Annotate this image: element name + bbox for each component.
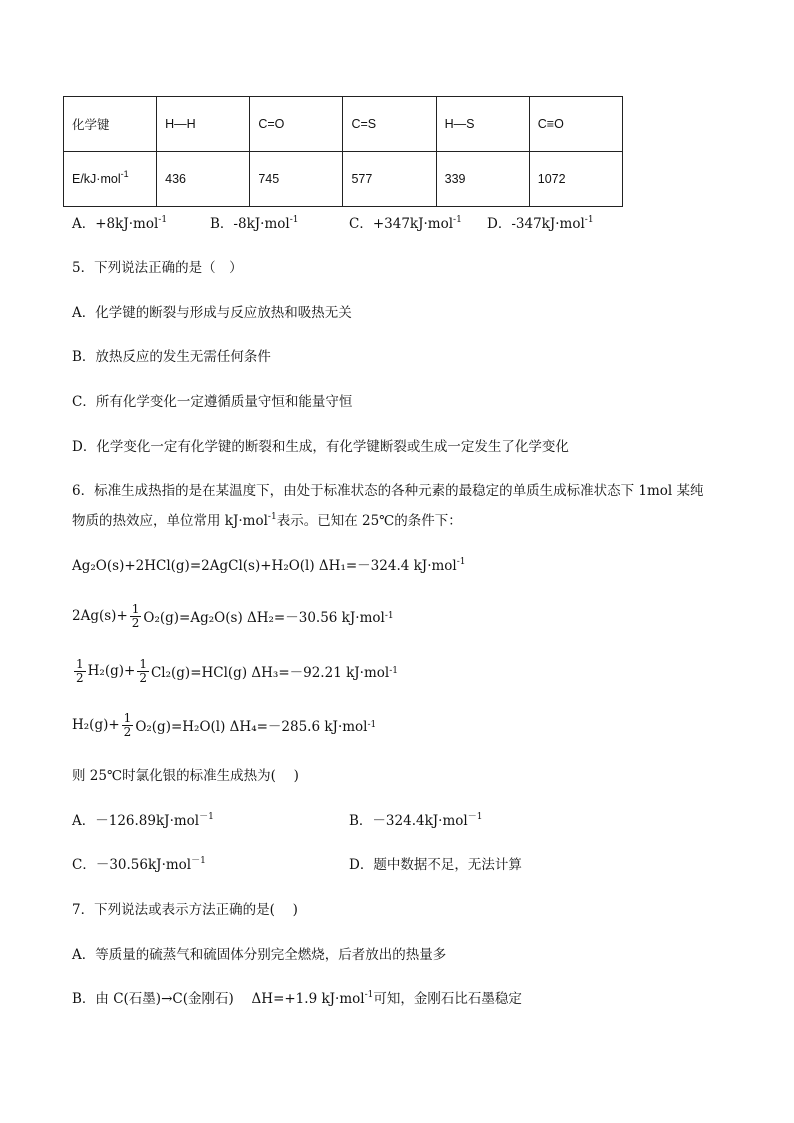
q5-option-a: A．化学键的断裂与形成与反应放热和吸热无关 xyxy=(72,305,352,321)
option-text: A．+8kJ·mol xyxy=(72,216,159,232)
option-text: 可知，金刚石比石墨稳定 xyxy=(373,991,522,1007)
fraction-denominator: 2 xyxy=(131,615,140,630)
fraction-denominator: 2 xyxy=(139,670,147,685)
q4-option-b xyxy=(210,214,298,234)
fraction-denominator: 2 xyxy=(123,724,132,739)
superscript: -1 xyxy=(289,215,299,225)
table-cell: C=O xyxy=(250,97,343,152)
superscript: -1 xyxy=(158,215,168,225)
q4-option-c xyxy=(349,214,462,234)
option-text: C．－30.56kJ·mol xyxy=(72,857,192,873)
superscript: －1 xyxy=(467,812,483,822)
superscript: -1 xyxy=(120,169,129,179)
fraction-numerator: 1 xyxy=(131,601,140,616)
superscript: -1 xyxy=(364,990,374,1000)
q5-option-c: C．所有化学变化一定遵循质量守恒和能量守恒 xyxy=(72,394,353,410)
q6-option-a xyxy=(72,811,214,831)
q6-stem-line1: 6．标准生成热指的是在某温度下，由处于标准状态的各种元素的最稳定的单质生成标准状态下 1mol 某纯 xyxy=(72,483,704,499)
equation-text: H₂(g)+ xyxy=(87,663,136,679)
table-cell: 577 xyxy=(343,152,436,207)
q6-equation-4: H₂(g)+ $\frac{1}{2}$ O₂(g)=H₂O(l) ΔH₄=－285.6 kJ·mol -1 xyxy=(72,710,377,739)
q7-stem: 7．下列说法或表示方法正确的是( ) xyxy=(72,902,298,918)
superscript: -1 xyxy=(584,215,594,225)
table-cell: H—S xyxy=(436,97,529,152)
fraction-numerator: 1 xyxy=(123,710,132,725)
q5-option-d: D．化学变化一定有化学键的断裂和生成，有化学键断裂或生成一定发生了化学变化 xyxy=(72,439,569,455)
superscript: －1 xyxy=(191,856,206,866)
table-cell: C=S xyxy=(343,97,436,152)
fraction-numerator: 1 xyxy=(139,656,147,671)
superscript: -1 xyxy=(453,215,462,225)
stem-text: 表示。已知在 25℃的条件下： xyxy=(276,513,462,529)
q4-option-d xyxy=(487,214,594,234)
q5-option-b: B．放热反应的发生无需任何条件 xyxy=(72,349,271,365)
table-cell: 化学键 xyxy=(64,97,157,152)
equation-text: H₂(g)+ xyxy=(72,717,120,733)
table-cell: 1072 xyxy=(529,152,622,207)
fraction xyxy=(137,658,149,685)
q6-option-d: D．题中数据不足，无法计算 xyxy=(349,857,522,873)
fraction xyxy=(122,712,134,739)
option-text: A．－126.89kJ·mol xyxy=(72,813,200,829)
fraction-numerator: 1 xyxy=(76,656,84,671)
table-cell xyxy=(64,152,157,207)
q7-option-b xyxy=(72,989,522,1009)
superscript: -1 xyxy=(267,512,277,522)
equation-text: 2Ag(s)+ xyxy=(72,608,128,624)
equation-text: O₂(g)=Ag₂O(s) ΔH₂=－30.56 kJ·mol xyxy=(143,610,385,626)
option-text: B．－324.4kJ·mol xyxy=(349,813,468,829)
superscript: -1 xyxy=(456,557,466,567)
table-cell: C≡O xyxy=(529,97,622,152)
option-text: C．+347kJ·mol xyxy=(349,216,454,232)
option-text: D．-347kJ·mol xyxy=(487,216,585,232)
table-row xyxy=(64,97,623,152)
table-row xyxy=(64,152,623,207)
q5-stem: 5．下列说法正确的是（ ） xyxy=(72,260,243,276)
fraction xyxy=(74,658,86,685)
q6-stem-line2 xyxy=(72,511,462,531)
q6-equation-1 xyxy=(72,556,466,576)
bond-energy-table xyxy=(63,96,623,207)
q6-equation-3: $\frac{1}{2}$ H₂(g)+ $\frac{1}{2}$ Cl₂(g)=HCl(g) ΔH₃=－92.21 kJ·mol -1 xyxy=(76,656,398,685)
fraction xyxy=(130,603,142,630)
stem-text: 物质的热效应，单位常用 kJ·mol xyxy=(72,513,268,529)
q6-question: 则 25℃时氯化银的标准生成热为( ) xyxy=(72,768,299,784)
q6-equation-2: 2Ag(s)+ $\frac{1}{2}$ O₂(g)=Ag₂O(s) ΔH₂=－30.56 kJ·mol -1 xyxy=(72,601,394,630)
table-cell: 436 xyxy=(157,152,250,207)
fraction-denominator: 2 xyxy=(76,670,84,685)
q6-option-c xyxy=(72,855,206,875)
table-cell: 745 xyxy=(250,152,343,207)
equation-text: O₂(g)=H₂O(l) ΔH₄=－285.6 kJ·mol xyxy=(135,719,368,735)
equation-text: Cl₂(g)=HCl(g) ΔH₃=－92.21 kJ·mol xyxy=(150,665,390,681)
q4-option-a xyxy=(72,214,167,234)
table-cell: 339 xyxy=(436,152,529,207)
q7-option-a: A．等质量的硫蒸气和硫固体分别完全燃烧，后者放出的热量多 xyxy=(72,947,447,963)
option-text: B．由 C(石墨)→C(金刚石) ΔH=+1.9 kJ·mol xyxy=(72,991,365,1007)
table-cell: H—H xyxy=(157,97,250,152)
q6-option-b xyxy=(349,811,482,831)
option-text: B．-8kJ·mol xyxy=(210,216,290,232)
equation-text: Ag₂O(s)+2HCl(g)=2AgCl(s)+H₂O(l) ΔH₁=－324.4 kJ·mol xyxy=(72,558,457,574)
row-label: E/kJ·mol xyxy=(72,172,121,186)
superscript: －1 xyxy=(199,812,214,822)
